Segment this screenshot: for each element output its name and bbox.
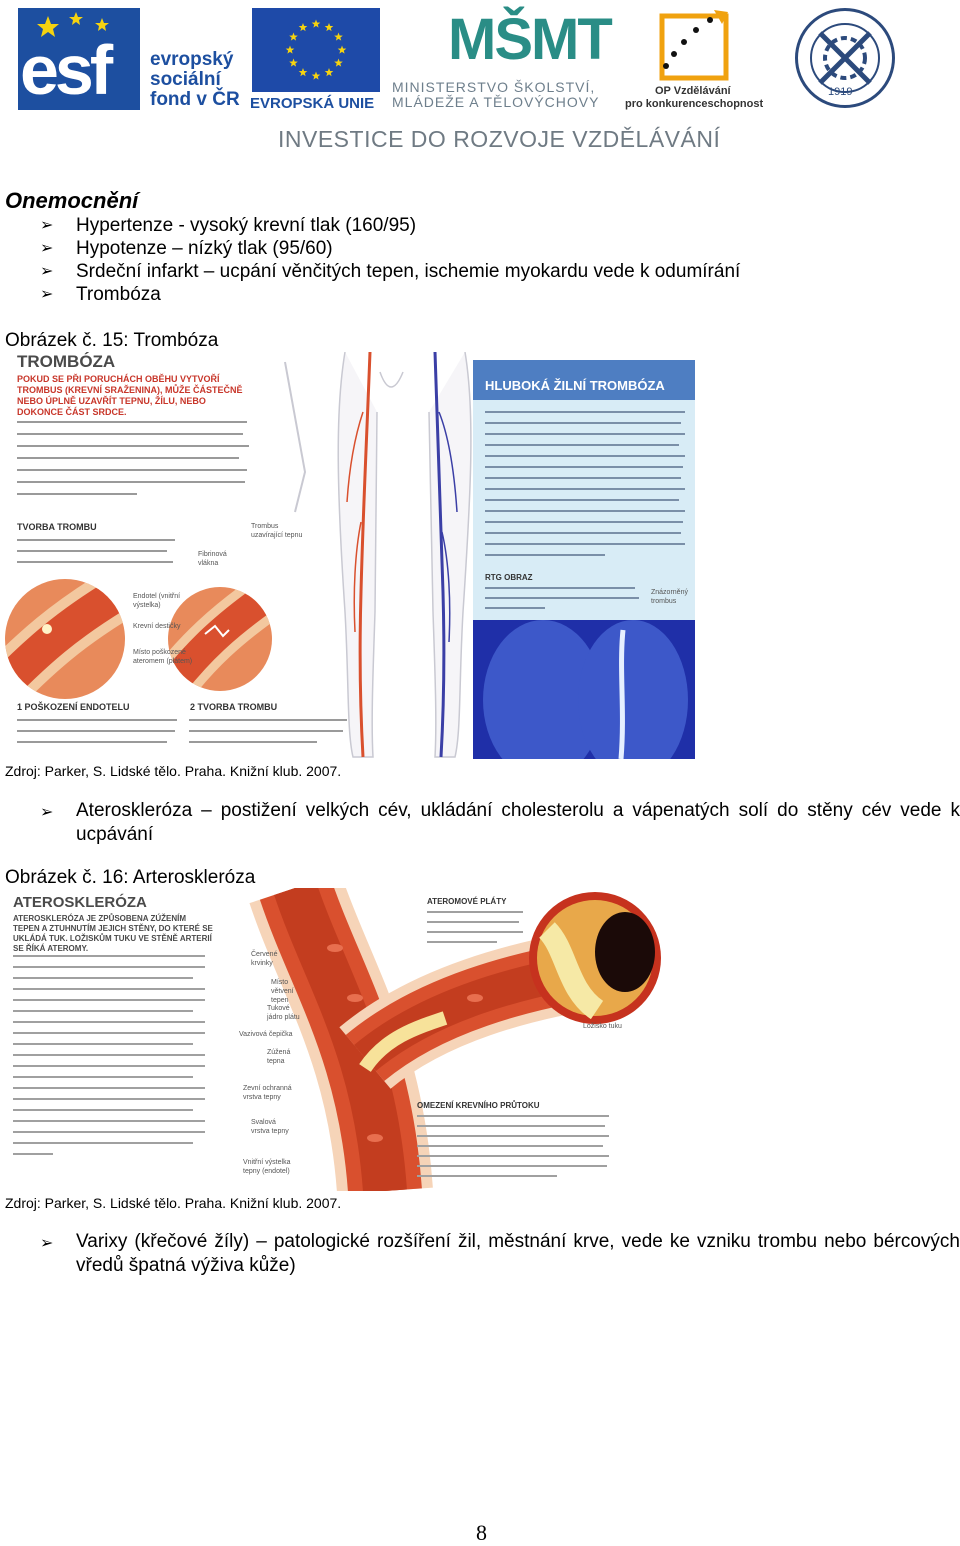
xray-image <box>473 620 695 759</box>
eu-flag-icon <box>252 8 380 92</box>
page-number: 8 <box>476 1520 487 1545</box>
section-heading: Onemocnění <box>5 188 139 213</box>
disease-list <box>40 214 740 306</box>
figure-15-body-text <box>17 418 252 500</box>
text-lines-graphic <box>17 536 177 572</box>
label-svalova-vrstva: Svalová vrstva tepny <box>251 1119 289 1135</box>
msmt-logo: MŠMT <box>448 7 611 72</box>
eu-star-icon <box>325 23 334 31</box>
seal-year: 1919 <box>828 86 853 98</box>
leg-vessels-graphic <box>275 352 475 759</box>
text-lines-graphic <box>485 584 645 614</box>
eu-star-icon <box>334 33 343 41</box>
label-znazorneny-trombus: Znázorněný trombus <box>651 589 688 605</box>
list-item <box>40 260 740 283</box>
label-zuzena-tepna: Zúžená tepna <box>267 1049 291 1065</box>
list-item-text: Srdeční infarkt – ucpání věnčitých tepen, ischemie myokardu vede k odumírání <box>76 261 741 282</box>
varix-paragraph <box>40 1230 960 1278</box>
eu-text: EVROPSKÁ UNIE <box>250 95 375 112</box>
label-zevni-vrstva: Zevní ochranná vrstva tepny <box>243 1085 292 1101</box>
esf-text-line: fond v ČR <box>150 89 240 110</box>
figure-16-caption: Obrázek č. 16: Arteroskleróza <box>5 867 256 888</box>
arrow-bullet-icon: ➢ <box>40 804 54 821</box>
arrow-bullet-icon: ➢ <box>40 1235 54 1252</box>
figure-16-atherosclerosis <box>5 888 662 1191</box>
step-1-heading: 1 POŠKOZENÍ ENDOTELU <box>17 702 130 712</box>
eu-star-icon <box>299 68 308 76</box>
text-lines-graphic <box>17 418 252 500</box>
paragraph-text: Varixy (křečové žíly) – patologické rozšíření žil, městnání krve, vede ke vzniku trombu nebo bércových vředů špatná výživa kůže) <box>76 1231 960 1276</box>
figure-15-caption: Obrázek č. 15: Trombóza <box>5 330 219 351</box>
arrow-bullet-icon: ➢ <box>40 286 54 303</box>
step-1-label: POŠKOZENÍ ENDOTELU <box>24 702 130 712</box>
eu-star-icon <box>312 72 321 80</box>
header-logos <box>0 0 960 160</box>
paragraph-text: Ateroskleróza – postižení velkých cév, ukládání cholesterolu a vápenatých solí do stěny cév vede k ucpávání <box>76 800 960 845</box>
list-item-text: Hypotenze – nízký tlak (95/60) <box>76 238 333 259</box>
text-lines-graphic <box>485 408 690 564</box>
eu-star-icon <box>325 68 334 76</box>
plaque-micro-graphic <box>527 890 662 1026</box>
op-text-line: OP Vzdělávání <box>655 85 731 97</box>
step-2-heading: 2 TVORBA TROMBU <box>190 702 278 712</box>
eu-star-icon <box>286 46 295 54</box>
op-text-line: pro konkurenceschopnost <box>625 98 764 110</box>
eu-star-icon <box>334 59 343 67</box>
figure-16-subtitle: ATEROSKLERÓZA JE ZPŮSOBENA ZÚŽENÍM TEPEN A ZTUHNUTÍM JEJICH STĚNY, DO KTERÉ SE UKLÁDÁ TUK. LOŽISKŮM TUKU VE STĚNĚ ARTERIÍ SE ŘÍKÁ ATEROMY. <box>13 914 213 953</box>
eu-star-icon <box>299 23 308 31</box>
label-fibrinova-vlakna: Fibrinová vlákna <box>198 551 227 567</box>
figure-16-title: ATEROSKLERÓZA <box>13 894 147 911</box>
dvt-title: HLUBOKÁ ŽILNÍ TROMBÓZA <box>485 378 665 393</box>
list-item-text: Trombóza <box>76 284 161 305</box>
xray-legs-graphic <box>473 620 695 759</box>
label-vnitrni-vystelka: Vnitřní výstelka tepny (endotel) <box>243 1159 291 1175</box>
text-lines-graphic <box>13 952 213 1162</box>
esf-text-line: sociální <box>150 69 221 90</box>
tagline: INVESTICE DO ROZVOJE VZDĚLÁVÁNÍ <box>278 126 721 152</box>
figure-15-thrombosis <box>5 352 695 759</box>
op-text <box>625 85 763 111</box>
eu-star-icon <box>289 33 298 41</box>
label-tukove-jadro: Tukové jádro plátu <box>267 1005 300 1021</box>
label-krevni-desticky: Krevní destičky <box>133 623 181 630</box>
text-lines-graphic <box>427 908 527 948</box>
op-logo-icon <box>654 6 738 82</box>
label-endotel: Endotel (vnitřní výstelka) <box>133 593 181 609</box>
label-misto-vetveni: Místo větvení tepen <box>271 979 294 1004</box>
list-item <box>40 237 740 260</box>
msmt-text-line: MINISTERSTVO ŠKOLSTVÍ, <box>392 79 596 95</box>
esf-letters: esf <box>20 31 110 109</box>
dvt-info-panel <box>473 360 695 622</box>
figure-15-title: TROMBÓZA <box>17 352 116 371</box>
eu-star-icon <box>289 59 298 67</box>
list-item <box>40 283 740 306</box>
figure-16-source: Zdroj: Parker, S. Lidské tělo. Praha. Knižní klub. 2007. <box>5 1195 342 1211</box>
esf-text-line: evropský <box>150 49 234 70</box>
figure-15-subtitle: POKUD SE PŘI PORUCHÁCH OBĚHU VYTVOŘÍ TROMBUS (KREVNÍ SRAŽENINA), MŮŽE ČÁSTEČNĚ NEBO ÚPLNĚ UZAVŘÍT TEPNU, ŽÍLU, NEBO DOKONCE ČÁST SRDCE. <box>17 374 243 417</box>
list-item <box>40 214 740 237</box>
label-misto-poskozene: Místo poškozené ateromem (plátem) <box>133 649 193 665</box>
msmt-text-line: MLÁDEŽE A TĚLOVÝCHOVY <box>392 94 600 110</box>
label-cervene-krvinky: Červené krvinky <box>251 951 278 967</box>
label-lozisko-tuku: Ložisko tuku <box>583 1023 622 1030</box>
text-lines-graphic <box>417 1112 613 1188</box>
omezeni-heading: OMEZENÍ KREVNÍHO PRŮTOKU <box>417 1101 540 1110</box>
arrow-bullet-icon: ➢ <box>40 217 54 234</box>
figure-15-source: Zdroj: Parker, S. Lidské tělo. Praha. Knižní klub. 2007. <box>5 763 342 779</box>
eu-star-circle-icon <box>252 8 380 92</box>
list-item-text: Hypertenze - vysoký krevní tlak (160/95) <box>76 215 417 236</box>
eu-star-icon <box>312 20 321 28</box>
arrow-bullet-icon: ➢ <box>40 240 54 257</box>
label-trombus: Trombus uzavírající tepnu <box>251 523 303 539</box>
esf-text <box>150 50 240 110</box>
step-2-label: TVORBA TROMBU <box>197 702 278 712</box>
rtg-heading: RTG OBRAZ <box>485 573 533 582</box>
atherosclerosis-paragraph <box>40 799 960 847</box>
label-vazivova-cepicka: Vazivová čepička <box>239 1031 293 1038</box>
plates-heading: ATEROMOVÉ PLÁTY <box>427 897 507 906</box>
figure-15-tvorba-heading: TVORBA TROMBU <box>17 522 97 532</box>
msmt-text <box>392 80 599 110</box>
eu-star-icon <box>338 46 347 54</box>
arrow-bullet-icon: ➢ <box>40 263 54 280</box>
